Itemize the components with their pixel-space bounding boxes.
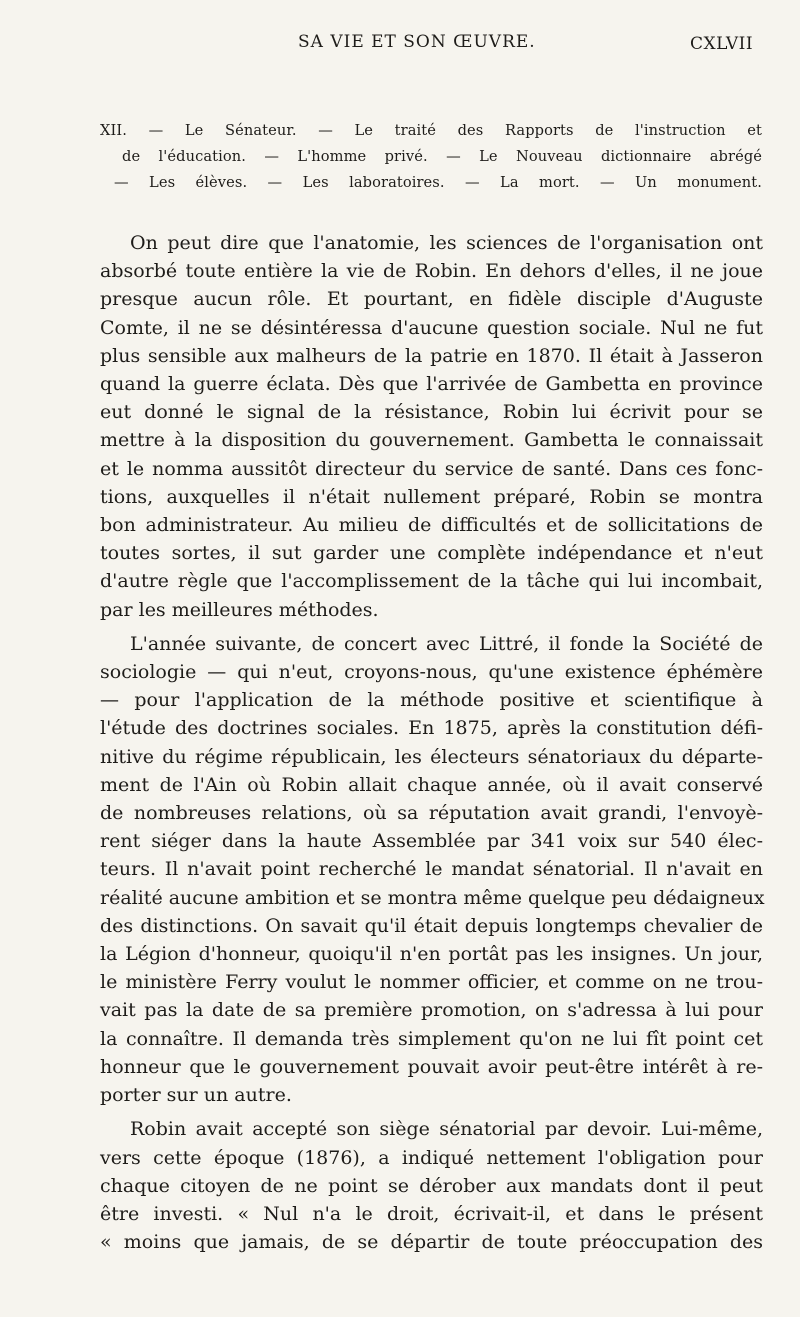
text-line: plus sensible aux malheurs de la patrie en 1870. Il était à Jasseron (100, 344, 763, 367)
text-line: sociologie — qui n'eut, croyons-nous, qu'une existence éphémère (100, 661, 763, 684)
text-line: par les meilleures méthodes. (100, 598, 379, 621)
text-line: honneur que le gouvernement pouvait avoir peut-être intérêt à re- (100, 1055, 763, 1078)
running-header (0, 32, 800, 60)
running-title: SA VIE ET SON ŒUVRE. (298, 32, 536, 52)
text-line: eut donné le signal de la résistance, Robin lui écrivit pour se (100, 401, 763, 424)
text-line: rent siéger dans la haute Assemblée par 341 voix sur 540 élec- (100, 830, 763, 853)
text-line: Robin avait accepté son siège sénatorial par devoir. Lui-même, (130, 1118, 763, 1141)
text-line: vers cette époque (1876), a indiqué nettement l'obligation pour (100, 1146, 763, 1169)
text-line: « moins que jamais, de se départir de toute préoccupation des (100, 1231, 763, 1254)
summary-line: XII. — Le Sénateur. — Le traité des Rapports de l'instruction et (100, 122, 762, 139)
summary-line: de l'éducation. — L'homme privé. — Le Nouveau dictionnaire abrégé (122, 148, 762, 165)
text-line: teurs. Il n'avait point recherché le mandat sénatorial. Il n'avait en (100, 858, 763, 881)
text-line: chaque citoyen de ne point se dérober aux mandats dont il peut (100, 1174, 763, 1197)
text-line: — pour l'application de la méthode positive et scientifique à (100, 689, 763, 712)
text-line: nitive du régime républicain, les électeurs sénatoriaux du départe- (100, 745, 763, 768)
paragraph (100, 1115, 763, 1256)
text-line: On peut dire que l'anatomie, les sciences de l'organisation ont (130, 232, 763, 254)
text-line: quand la guerre éclata. Dès que l'arrivée de Gambetta en province (100, 373, 763, 396)
summary-line: — Les élèves. — Les laboratoires. — La mort. — Un monument. (114, 174, 762, 191)
body-text (100, 229, 763, 1256)
text-line: de nombreuses relations, où sa réputation avait grandi, l'envoyè- (100, 802, 763, 825)
text-line: mettre à la disposition du gouvernement. Gambetta le connaissait (100, 429, 763, 452)
text-line: des distinctions. On savait qu'il était depuis longtemps chevalier de (100, 914, 763, 937)
text-line: la Légion d'honneur, quoiqu'il n'en portât pas les insignes. Un jour, (100, 943, 763, 966)
text-line: tions, auxquelles il n'était nullement préparé, Robin se montra (100, 485, 763, 508)
paragraph (100, 630, 763, 1109)
text-line: d'autre règle que l'accomplissement de la tâche qui lui incombait, (100, 570, 763, 593)
text-line: réalité aucune ambition et se montra même quelque peu dédaigneux (100, 886, 765, 909)
text-line: vait pas la date de sa première promotion, on s'adressa à lui pour (100, 999, 763, 1022)
page-number: CXLVII (690, 34, 754, 54)
text-line: Comte, il ne se désintéressa d'aucune question sociale. Nul ne fut (100, 316, 763, 339)
text-line: L'année suivante, de concert avec Littré, il fonde la Société de (130, 632, 763, 655)
text-line: la connaître. Il demanda très simplement qu'on ne lui fît point cet (100, 1027, 763, 1050)
chapter-summary (100, 118, 762, 196)
text-line: toutes sortes, il sut garder une complète indépendance et n'eut (100, 542, 763, 565)
text-line: ment de l'Ain où Robin allait chaque année, où il avait conservé (100, 773, 763, 796)
text-line: et le nomma aussitôt directeur du service de santé. Dans ces fonc- (100, 457, 763, 480)
paragraph (100, 229, 763, 624)
text-line: être investi. « Nul n'a le droit, écrivait-il, et dans le présent (100, 1202, 763, 1225)
text-line: absorbé toute entière la vie de Robin. En dehors d'elles, il ne joue (100, 260, 763, 283)
text-line: porter sur un autre. (100, 1084, 292, 1107)
text-line: le ministère Ferry voulut le nommer officier, et comme on ne trou- (100, 971, 763, 994)
text-line: l'étude des doctrines sociales. En 1875, après la constitution défi- (100, 717, 763, 740)
text-line: presque aucun rôle. Et pourtant, en fidèle disciple d'Auguste (100, 288, 763, 311)
text-line: bon administrateur. Au milieu de difficultés et de sollicitations de (100, 514, 763, 537)
